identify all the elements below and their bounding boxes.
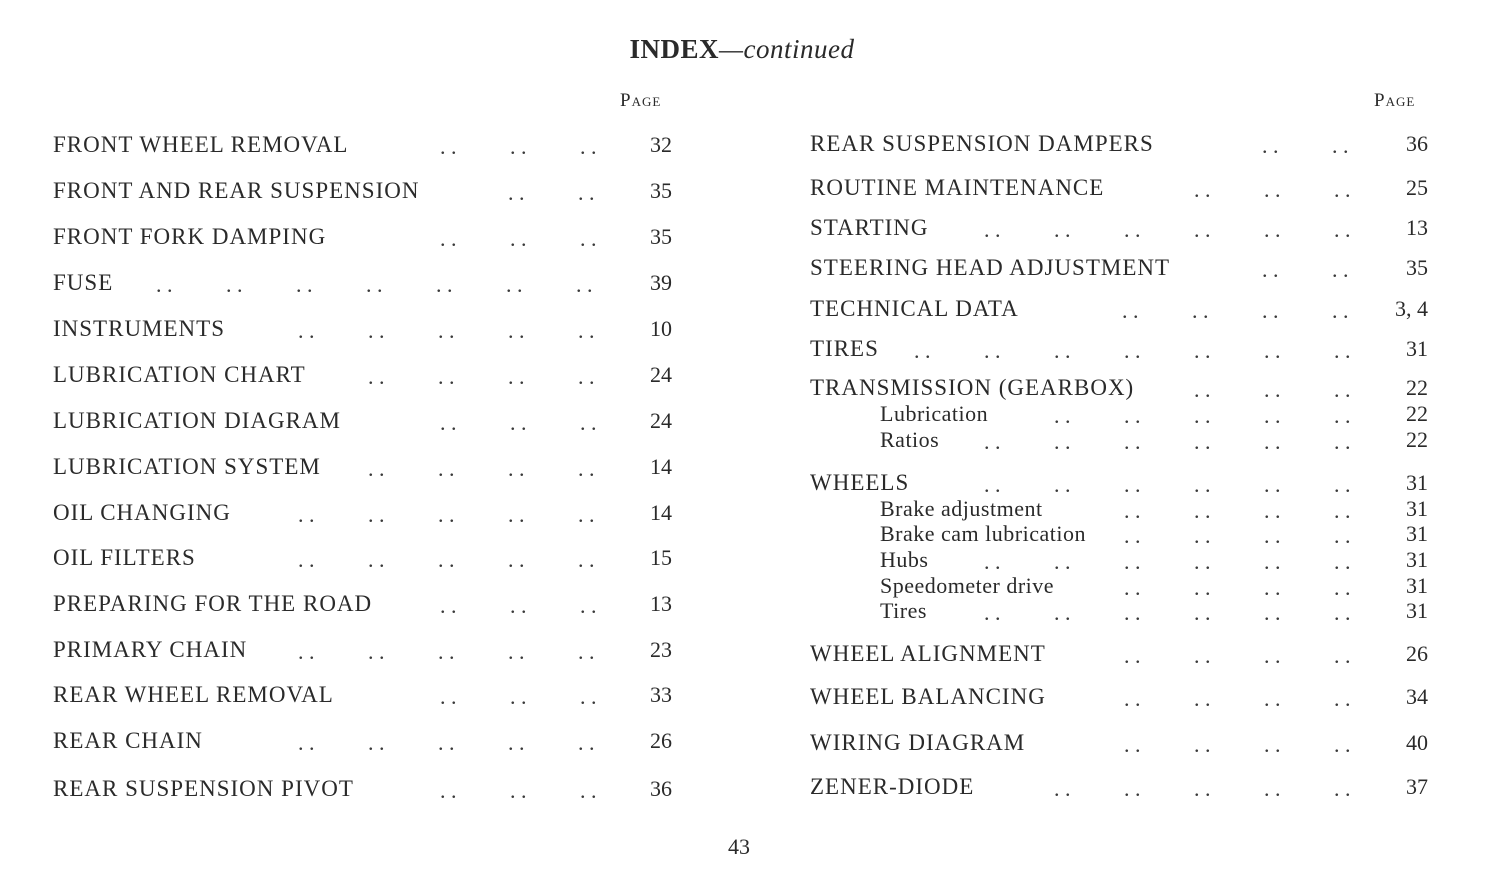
left-entry-page: 35 <box>650 224 672 249</box>
left-entry-label: OIL FILTERS <box>53 545 196 570</box>
leader-dots: . . <box>368 730 385 755</box>
leader-dots: . . <box>1264 472 1281 497</box>
leader-dots: . . <box>1194 498 1211 523</box>
leader-dots: . . <box>508 502 525 527</box>
right-entry-label: Tires <box>880 598 927 623</box>
right-entry-page: 34 <box>1406 684 1428 709</box>
leader-dots: . . <box>1194 523 1211 548</box>
leader-dots: . . <box>368 639 385 664</box>
leader-dots: . . <box>1054 429 1071 454</box>
leader-dots: . . <box>1264 575 1281 600</box>
left-entry-label: REAR SUSPENSION PIVOT <box>53 776 354 801</box>
left-entry-label: OIL CHANGING <box>53 500 231 525</box>
leader-dots: . . <box>508 318 525 343</box>
leader-dots: . . <box>1334 732 1351 757</box>
leader-dots: . . <box>1124 498 1141 523</box>
leader-dots: . . <box>298 547 315 572</box>
right-entry-label: Lubrication <box>880 401 989 426</box>
left-entry-label: LUBRICATION CHART <box>53 362 306 387</box>
right-entry-page: 26 <box>1406 641 1428 666</box>
leader-dots: . . <box>226 272 243 297</box>
leader-dots: . . <box>1264 338 1281 363</box>
right-entry-page: 40 <box>1406 730 1428 755</box>
leader-dots: . . <box>296 272 313 297</box>
leader-dots: . . <box>1334 377 1351 402</box>
left-entry-page: 24 <box>650 408 672 433</box>
leader-dots: . . <box>1194 549 1211 574</box>
right-entry-page: 31 <box>1406 470 1428 495</box>
leader-dots: . . <box>1124 403 1141 428</box>
left-entry-page: 14 <box>650 500 672 525</box>
leader-dots: . . <box>1054 549 1071 574</box>
leader-dots: . . <box>156 272 173 297</box>
leader-dots: . . <box>580 778 597 803</box>
leader-dots: . . <box>1264 377 1281 402</box>
leader-dots: . . <box>438 364 455 389</box>
leader-dots: . . <box>580 226 597 251</box>
leader-dots: . . <box>1194 177 1211 202</box>
left-entry-page: 13 <box>650 591 672 616</box>
right-entry-page: 31 <box>1406 547 1428 572</box>
leader-dots: . . <box>438 639 455 664</box>
leader-dots: . . <box>298 318 315 343</box>
left-entry-page: 39 <box>650 270 672 295</box>
leader-dots: . . <box>298 502 315 527</box>
leader-dots: . . <box>1192 298 1209 323</box>
leader-dots: . . <box>578 502 595 527</box>
left-entry-label: LUBRICATION SYSTEM <box>53 454 321 479</box>
leader-dots: . . <box>1124 575 1141 600</box>
right-entry-page: 22 <box>1406 427 1428 452</box>
leader-dots: . . <box>1262 133 1279 158</box>
right-entry-label: TRANSMISSION (GEARBOX) <box>810 375 1135 400</box>
left-entry-page: 26 <box>650 728 672 753</box>
right-page-heading: Page <box>1374 90 1416 111</box>
leader-dots: . . <box>1124 523 1141 548</box>
leader-dots: . . <box>1334 429 1351 454</box>
left-entry-page: 23 <box>650 637 672 662</box>
leader-dots: . . <box>580 593 597 618</box>
leader-dots: . . <box>1264 498 1281 523</box>
left-entry-label: FUSE <box>53 270 114 295</box>
leader-dots: . . <box>580 134 597 159</box>
leader-dots: . . <box>578 639 595 664</box>
left-entry-label: FRONT AND REAR SUSPENSION <box>53 178 420 203</box>
left-entry-page: 15 <box>650 545 672 570</box>
left-entry-label: REAR CHAIN <box>53 728 203 753</box>
left-entry-page: 35 <box>650 178 672 203</box>
leader-dots: . . <box>576 272 593 297</box>
leader-dots: . . <box>1124 429 1141 454</box>
right-entry-label: STARTING <box>810 215 929 240</box>
leader-dots: . . <box>1334 600 1351 625</box>
leader-dots: . . <box>1124 338 1141 363</box>
leader-dots: . . <box>984 600 1001 625</box>
leader-dots: . . <box>298 639 315 664</box>
leader-dots: . . <box>1124 217 1141 242</box>
leader-dots: . . <box>580 684 597 709</box>
leader-dots: . . <box>368 456 385 481</box>
left-entry-label: LUBRICATION DIAGRAM <box>53 408 341 433</box>
left-entry-label: FRONT FORK DAMPING <box>53 224 327 249</box>
leader-dots: . . <box>1262 298 1279 323</box>
left-entry-page: 10 <box>650 316 672 341</box>
right-entry-label: ROUTINE MAINTENANCE <box>810 175 1105 200</box>
right-entry-label: WHEEL ALIGNMENT <box>810 641 1046 666</box>
leader-dots: . . <box>1194 575 1211 600</box>
leader-dots: . . <box>1334 403 1351 428</box>
leader-dots: . . <box>1194 643 1211 668</box>
right-entry-label: WHEEL BALANCING <box>810 684 1046 709</box>
leader-dots: . . <box>440 134 457 159</box>
leader-dots: . . <box>1124 549 1141 574</box>
leader-dots: . . <box>578 456 595 481</box>
leader-dots: . . <box>508 730 525 755</box>
leader-dots: . . <box>510 226 527 251</box>
leader-dots: . . <box>1054 338 1071 363</box>
leader-dots: . . <box>1264 776 1281 801</box>
page-number: 43 <box>728 834 750 859</box>
left-page-heading: Page <box>620 90 662 111</box>
leader-dots: . . <box>1332 257 1349 282</box>
right-entry-page: 31 <box>1406 336 1428 361</box>
leader-dots: . . <box>1194 472 1211 497</box>
left-entry-page: 36 <box>650 776 672 801</box>
leader-dots: . . <box>1054 776 1071 801</box>
leader-dots: . . <box>368 547 385 572</box>
leader-dots: . . <box>440 593 457 618</box>
right-entry-label: STEERING HEAD ADJUSTMENT <box>810 255 1171 280</box>
leader-dots: . . <box>1054 472 1071 497</box>
left-entry-page: 24 <box>650 362 672 387</box>
leader-dots: . . <box>440 226 457 251</box>
leader-dots: . . <box>510 778 527 803</box>
leader-dots: . . <box>436 272 453 297</box>
leader-dots: . . <box>580 410 597 435</box>
leader-dots: . . <box>440 778 457 803</box>
leader-dots: . . <box>1334 338 1351 363</box>
right-entry-page: 37 <box>1406 774 1428 799</box>
leader-dots: . . <box>1124 776 1141 801</box>
leader-dots: . . <box>508 547 525 572</box>
left-entry-page: 32 <box>650 132 672 157</box>
leader-dots: . . <box>1334 575 1351 600</box>
leader-dots: . . <box>1124 600 1141 625</box>
leader-dots: . . <box>1194 776 1211 801</box>
leader-dots: . . <box>1334 472 1351 497</box>
leader-dots: . . <box>1334 217 1351 242</box>
leader-dots: . . <box>984 549 1001 574</box>
right-entry-label: Brake adjustment <box>880 496 1043 521</box>
leader-dots: . . <box>1194 377 1211 402</box>
right-entry-label: Speedometer drive <box>880 573 1055 598</box>
leader-dots: . . <box>508 364 525 389</box>
leader-dots: . . <box>438 730 455 755</box>
leader-dots: . . <box>510 593 527 618</box>
leader-dots: . . <box>1194 217 1211 242</box>
leader-dots: . . <box>1054 403 1071 428</box>
leader-dots: . . <box>1264 549 1281 574</box>
leader-dots: . . <box>508 180 525 205</box>
left-entry-label: REAR WHEEL REMOVAL <box>53 682 334 707</box>
leader-dots: . . <box>1334 498 1351 523</box>
leader-dots: . . <box>1334 549 1351 574</box>
leader-dots: . . <box>508 639 525 664</box>
leader-dots: . . <box>1332 298 1349 323</box>
leader-dots: . . <box>438 547 455 572</box>
leader-dots: . . <box>438 502 455 527</box>
leader-dots: . . <box>1124 732 1141 757</box>
leader-dots: . . <box>578 730 595 755</box>
right-entry-label: Hubs <box>880 547 929 572</box>
right-entry-page: 31 <box>1406 573 1428 598</box>
leader-dots: . . <box>438 456 455 481</box>
right-entry-page: 36 <box>1406 131 1428 156</box>
leader-dots: . . <box>1334 643 1351 668</box>
leader-dots: . . <box>368 364 385 389</box>
right-entry-page: 22 <box>1406 375 1428 400</box>
leader-dots: . . <box>1194 732 1211 757</box>
right-entry-page: 31 <box>1406 598 1428 623</box>
leader-dots: . . <box>578 318 595 343</box>
right-entry-label: TIRES <box>810 336 879 361</box>
leader-dots: . . <box>1264 600 1281 625</box>
right-entry-label: ZENER-DIODE <box>810 774 975 799</box>
leader-dots: . . <box>578 364 595 389</box>
leader-dots: . . <box>1264 177 1281 202</box>
leader-dots: . . <box>1124 643 1141 668</box>
leader-dots: . . <box>510 134 527 159</box>
leader-dots: . . <box>508 456 525 481</box>
leader-dots: . . <box>510 410 527 435</box>
right-entry-label: TECHNICAL DATA <box>810 296 1019 321</box>
right-entry-label: WIRING DIAGRAM <box>810 730 1026 755</box>
leader-dots: . . <box>440 684 457 709</box>
left-entry-page: 33 <box>650 682 672 707</box>
leader-dots: . . <box>1334 523 1351 548</box>
right-entry-page: 25 <box>1406 175 1428 200</box>
leader-dots: . . <box>506 272 523 297</box>
leader-dots: . . <box>984 429 1001 454</box>
leader-dots: . . <box>1264 217 1281 242</box>
right-entry-label: WHEELS <box>810 470 910 495</box>
left-entry-label: PREPARING FOR THE ROAD <box>53 591 373 616</box>
leader-dots: . . <box>1194 686 1211 711</box>
leader-dots: . . <box>1264 523 1281 548</box>
right-entry-page: 3, 4 <box>1395 296 1428 321</box>
leader-dots: . . <box>1334 177 1351 202</box>
leader-dots: . . <box>1054 217 1071 242</box>
leader-dots: . . <box>1124 472 1141 497</box>
leader-dots: . . <box>1332 133 1349 158</box>
leader-dots: . . <box>368 502 385 527</box>
left-entry-label: INSTRUMENTS <box>53 316 226 341</box>
leader-dots: . . <box>440 410 457 435</box>
leader-dots: . . <box>1334 776 1351 801</box>
leader-dots: . . <box>1122 298 1139 323</box>
leader-dots: . . <box>438 318 455 343</box>
page-title: INDEX—continued <box>629 34 855 64</box>
leader-dots: . . <box>1124 686 1141 711</box>
leader-dots: . . <box>1262 257 1279 282</box>
right-entry-page: 22 <box>1406 401 1428 426</box>
leader-dots: . . <box>510 684 527 709</box>
leader-dots: . . <box>1264 643 1281 668</box>
leader-dots: . . <box>984 217 1001 242</box>
leader-dots: . . <box>1194 338 1211 363</box>
leader-dots: . . <box>1264 732 1281 757</box>
leader-dots: . . <box>366 272 383 297</box>
leader-dots: . . <box>984 338 1001 363</box>
leader-dots: . . <box>984 472 1001 497</box>
leader-dots: . . <box>1264 429 1281 454</box>
leader-dots: . . <box>1264 403 1281 428</box>
right-entry-page: 13 <box>1406 215 1428 240</box>
right-entry-page: 31 <box>1406 496 1428 521</box>
leader-dots: . . <box>298 730 315 755</box>
left-entry-page: 14 <box>650 454 672 479</box>
right-entry-label: REAR SUSPENSION DAMPERS <box>810 131 1154 156</box>
leader-dots: . . <box>368 318 385 343</box>
leader-dots: . . <box>1054 600 1071 625</box>
leader-dots: . . <box>1194 403 1211 428</box>
right-entry-label: Ratios <box>880 427 940 452</box>
left-entry-label: PRIMARY CHAIN <box>53 637 248 662</box>
leader-dots: . . <box>1194 600 1211 625</box>
leader-dots: . . <box>1194 429 1211 454</box>
right-entry-page: 31 <box>1406 521 1428 546</box>
leader-dots: . . <box>914 338 931 363</box>
right-entry-label: Brake cam lubrication <box>880 521 1086 546</box>
leader-dots: . . <box>578 547 595 572</box>
leader-dots: . . <box>1264 686 1281 711</box>
leader-dots: . . <box>578 180 595 205</box>
right-entry-page: 35 <box>1406 255 1428 280</box>
leader-dots: . . <box>1334 686 1351 711</box>
left-entry-label: FRONT WHEEL REMOVAL <box>53 132 349 157</box>
